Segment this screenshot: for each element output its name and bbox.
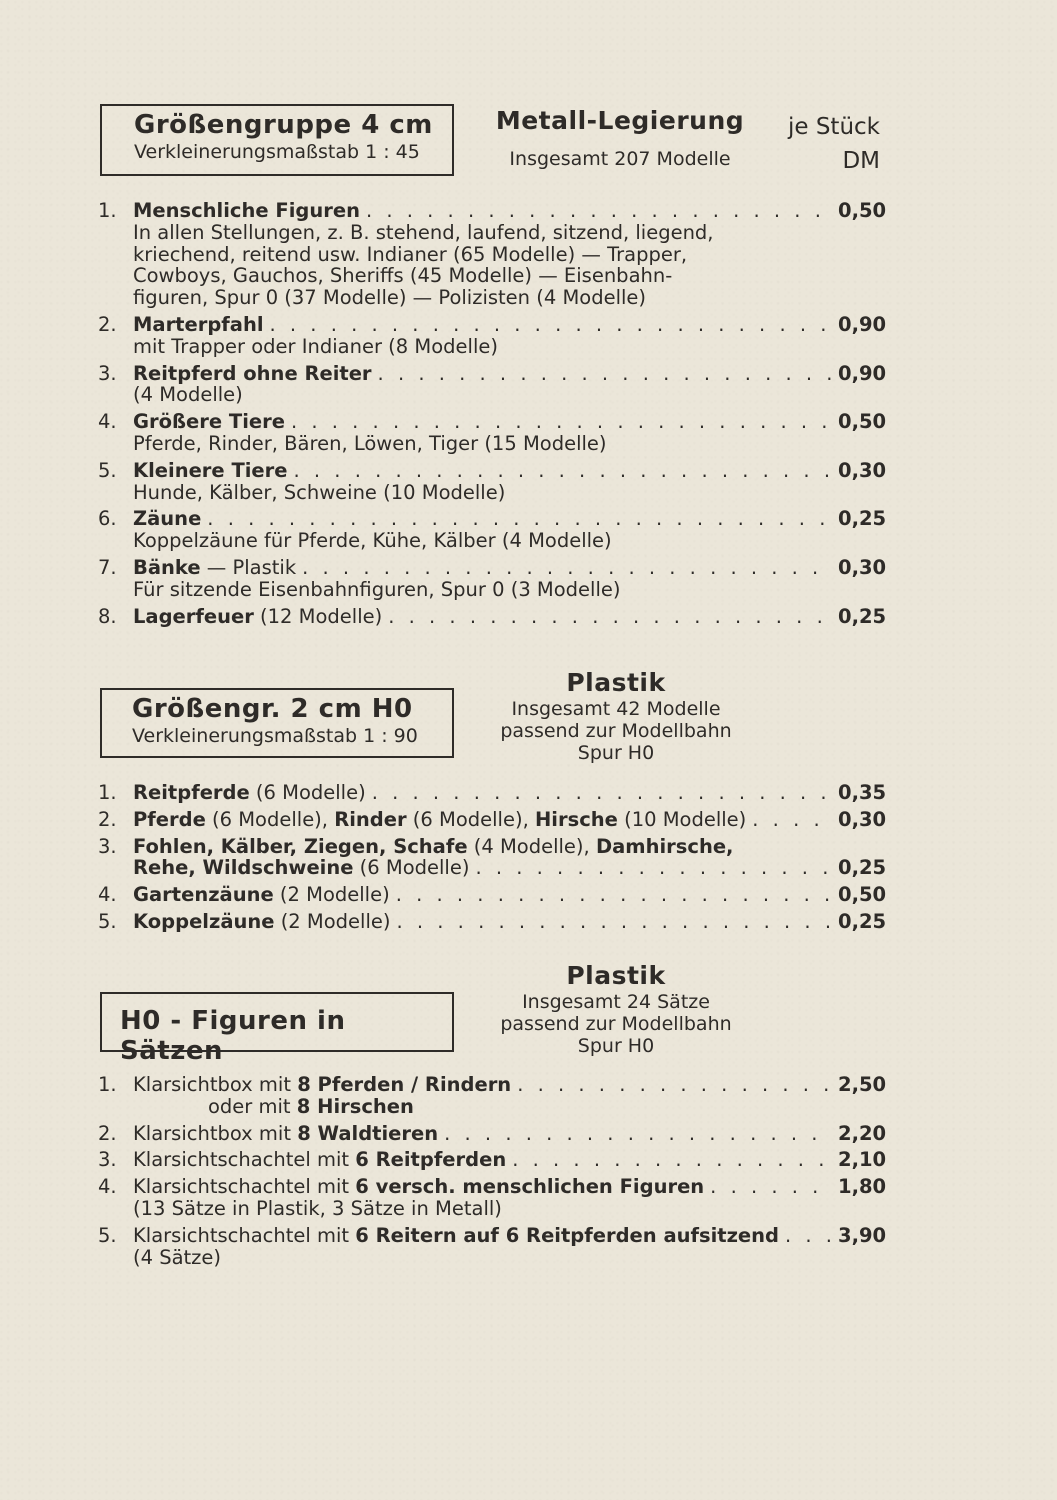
list-item xyxy=(98,361,887,407)
bold-text: 8 Hirschen xyxy=(296,1094,414,1118)
item-line xyxy=(98,410,887,434)
item-description: Hunde, Kälber, Schweine (10 Modelle) xyxy=(133,480,506,504)
leader-dots xyxy=(785,1225,832,1247)
bold-text: Hirsche xyxy=(534,807,618,831)
list-item xyxy=(98,1073,887,1118)
section2-gauge: Spur H0 xyxy=(577,742,655,764)
item-description: figuren, Spur 0 (37 Modelle) — Polizisten (4 Modelle) xyxy=(133,286,647,310)
bold-text: Rinder xyxy=(334,807,407,831)
item-number: 4. xyxy=(98,1175,117,1199)
item-line xyxy=(98,1073,887,1096)
item-line xyxy=(98,807,887,831)
item-title xyxy=(133,200,360,222)
list-item xyxy=(98,909,887,933)
section1-title: Größengruppe 4 cm xyxy=(134,110,433,140)
text: (4 Modelle), xyxy=(467,834,596,858)
leader-dots xyxy=(388,606,832,628)
item-title xyxy=(133,884,390,906)
leader-dots xyxy=(207,508,832,530)
item-price: 0,50 xyxy=(838,410,887,434)
item-number: 6. xyxy=(98,507,117,531)
list-item xyxy=(98,781,887,804)
list-item xyxy=(98,604,887,628)
item-price: 2,50 xyxy=(838,1073,887,1096)
item-price: 0,25 xyxy=(838,909,887,933)
item-price: 0,90 xyxy=(838,361,887,385)
item-price: 0,25 xyxy=(838,604,887,628)
leader-dots xyxy=(752,809,832,831)
list-item xyxy=(98,1175,887,1220)
item-number: 3. xyxy=(98,361,117,385)
section2-header-box xyxy=(100,688,454,758)
item-line xyxy=(98,1121,887,1145)
list-item xyxy=(98,458,887,504)
section1-material-block xyxy=(490,106,750,170)
list-item xyxy=(98,410,887,455)
list-item xyxy=(98,1121,887,1145)
bold-text: Rehe, Wildschweine xyxy=(133,856,354,880)
item-title xyxy=(133,809,746,831)
leader-dots xyxy=(396,911,832,933)
item-description: Für sitzende Eisenbahnfiguren, Spur 0 (3 Modelle) xyxy=(133,577,621,601)
unit-label: je Stück xyxy=(787,114,880,140)
text: (6 Modelle) xyxy=(249,781,366,804)
item-description: kriechend, reitend usw. Indianer (65 Modelle) — Trapper, xyxy=(133,242,688,266)
list-item xyxy=(98,555,887,601)
section3-header-box xyxy=(100,992,454,1066)
item-number: 4. xyxy=(98,883,117,907)
text: oder mit xyxy=(208,1094,297,1118)
item-description: (13 Sätze in Plastik, 3 Sätze in Metall) xyxy=(133,1196,502,1220)
item-description: Cowboys, Gauchos, Sheriffs (45 Modelle) — Eisenbahn- xyxy=(133,264,673,288)
item-number: 3. xyxy=(98,1148,117,1172)
item-title xyxy=(133,363,372,385)
section1-total: Insgesamt 207 Modelle xyxy=(509,148,731,170)
section3-total: Insgesamt 24 Sätze xyxy=(522,991,710,1013)
text: (2 Modelle) xyxy=(274,909,391,933)
item-name: Zäune xyxy=(133,507,202,531)
section1-material: Metall-Legierung xyxy=(495,106,745,135)
list-item xyxy=(98,1223,887,1269)
bold-text: Pferde xyxy=(133,807,206,831)
section3-material: Plastik xyxy=(566,961,666,990)
bold-text: 8 Pferden / Rindern xyxy=(297,1073,512,1096)
item-number: 1. xyxy=(98,1073,117,1096)
bold-text: 8 Waldtieren xyxy=(297,1121,439,1145)
bold-text: Fohlen, Kälber, Ziegen, Schafe xyxy=(133,834,468,858)
item-title xyxy=(133,557,296,579)
leader-dots xyxy=(291,411,832,433)
item-title xyxy=(133,782,366,804)
item-title xyxy=(133,1149,506,1171)
text: Klarsichtschachtel mit xyxy=(133,1223,356,1247)
section1-scale: Verkleinerungsmaßstab 1 : 45 xyxy=(134,141,420,163)
item-title xyxy=(133,1176,704,1198)
item-name: Menschliche Figuren xyxy=(133,199,360,222)
item-line xyxy=(98,856,887,880)
item-title xyxy=(133,1123,438,1145)
bold-text: 6 versch. menschlichen Figuren xyxy=(355,1175,705,1199)
item-description: (4 Sätze) xyxy=(133,1245,222,1269)
text: (2 Modelle) xyxy=(273,883,390,907)
item-line xyxy=(98,312,887,336)
text: Klarsichtschachtel mit xyxy=(133,1148,356,1172)
leader-dots xyxy=(294,460,833,482)
text: (6 Modelle), xyxy=(205,807,335,831)
text: (6 Modelle) xyxy=(353,856,470,880)
section3-compat: passend zur Modellbahn xyxy=(500,1013,732,1035)
item-price: 0,25 xyxy=(838,856,887,880)
item-price: 0,50 xyxy=(838,199,887,222)
section3-material-block xyxy=(480,961,752,1057)
item-price: 0,30 xyxy=(838,458,887,482)
item-price: 0,25 xyxy=(838,507,887,531)
leader-dots xyxy=(512,1149,832,1171)
item-title xyxy=(133,314,264,336)
item-title xyxy=(133,508,201,530)
section3-title: H0 - Figuren in Sätzen xyxy=(120,1006,346,1066)
section2-material: Plastik xyxy=(566,668,666,697)
text: Klarsichtbox mit xyxy=(133,1073,298,1096)
list-item xyxy=(98,834,887,880)
item-line xyxy=(98,604,887,628)
section2-total: Insgesamt 42 Modelle xyxy=(511,698,721,720)
item-price: 0,30 xyxy=(838,555,887,579)
item-number: 5. xyxy=(98,909,117,933)
leader-dots xyxy=(517,1074,832,1096)
leader-dots xyxy=(366,200,832,222)
leader-dots xyxy=(378,363,832,385)
text: Klarsichtbox mit xyxy=(133,1121,298,1145)
section2-item-list xyxy=(98,781,887,938)
item-line xyxy=(98,507,887,531)
section1-header-box xyxy=(100,104,454,176)
section2-scale: Verkleinerungsmaßstab 1 : 90 xyxy=(132,725,418,747)
item-name: Kleinere Tiere xyxy=(133,458,288,482)
item-price: 2,20 xyxy=(838,1121,887,1145)
section2-title: Größengr. 2 cm H0 xyxy=(132,694,413,724)
item-line xyxy=(98,1148,887,1172)
item-title xyxy=(133,411,285,433)
item-description: (4 Modelle) xyxy=(133,383,243,407)
item-name: Bänke xyxy=(133,555,201,579)
item-price: 0,90 xyxy=(838,312,887,336)
item-description: In allen Stellungen, z. B. stehend, laufend, sitzend, liegend, xyxy=(133,220,714,244)
leader-dots xyxy=(710,1176,832,1198)
item-number: 2. xyxy=(98,312,117,336)
item-line xyxy=(98,199,887,222)
item-title xyxy=(133,460,288,482)
currency-label: DM xyxy=(842,148,880,174)
item-description: Koppelzäune für Pferde, Kühe, Kälber (4 Modelle) xyxy=(133,529,612,553)
item-description: Pferde, Rinder, Bären, Löwen, Tiger (15 Modelle) xyxy=(133,431,607,455)
list-item xyxy=(98,807,887,831)
item-description: mit Trapper oder Indianer (8 Modelle) xyxy=(133,334,498,358)
item-title xyxy=(133,1225,779,1247)
section3-item-list xyxy=(98,1073,887,1273)
item-line xyxy=(98,883,887,907)
item-price: 2,10 xyxy=(838,1148,887,1172)
item-line xyxy=(98,1175,887,1199)
item-line-pre xyxy=(98,836,880,858)
item-price: 0,35 xyxy=(838,781,887,804)
item-name-extra: — Plastik xyxy=(206,555,297,579)
item-number: 4. xyxy=(98,410,117,434)
item-number: 2. xyxy=(98,1121,117,1145)
item-number: 5. xyxy=(98,1223,117,1247)
bold-text: 6 Reitern auf 6 Reitpferden aufsitzend xyxy=(355,1223,779,1247)
item-line xyxy=(98,909,887,933)
item-line xyxy=(98,1223,887,1247)
section3-gauge: Spur H0 xyxy=(577,1035,655,1057)
item-name: Lagerfeuer xyxy=(133,604,254,628)
section1-item-list xyxy=(98,199,887,632)
text: Klarsichtschachtel mit xyxy=(133,1175,356,1199)
item-name: Marterpfahl xyxy=(133,312,264,336)
item-number: 1. xyxy=(98,199,117,222)
leader-dots xyxy=(302,557,832,579)
list-item xyxy=(98,312,887,358)
list-item xyxy=(98,507,887,553)
item-line xyxy=(98,781,887,804)
leader-dots xyxy=(475,857,832,879)
item-name: Größere Tiere xyxy=(133,410,285,434)
item-line xyxy=(98,458,887,482)
list-item xyxy=(98,883,887,907)
list-item xyxy=(98,1148,887,1172)
item-number: 2. xyxy=(98,807,117,831)
section2-material-block xyxy=(480,668,752,764)
bold-text: Gartenzäune xyxy=(133,883,274,907)
item-number: 3. xyxy=(98,834,117,858)
bold-text: 6 Reitpferden xyxy=(355,1148,507,1172)
item-name: Reitpferd ohne Reiter xyxy=(133,361,372,385)
item-price: 0,30 xyxy=(838,807,887,831)
item-number: 1. xyxy=(98,781,117,804)
item-title xyxy=(133,857,469,879)
item-number: 8. xyxy=(98,604,117,628)
unit-header xyxy=(770,112,880,176)
item-number: 7. xyxy=(98,555,117,579)
item-line xyxy=(98,555,887,579)
item-price: 0,50 xyxy=(838,883,887,907)
bold-text: Reitpferde xyxy=(133,781,250,804)
leader-dots xyxy=(396,884,832,906)
list-item xyxy=(98,199,887,310)
bold-text: Damhirsche, xyxy=(595,834,734,858)
item-price: 3,90 xyxy=(838,1223,887,1247)
bold-text: Koppelzäune xyxy=(133,909,275,933)
item-number: 5. xyxy=(98,458,117,482)
item-title xyxy=(133,911,390,933)
section2-compat: passend zur Modellbahn xyxy=(500,720,732,742)
item-title xyxy=(133,606,382,628)
text: (10 Modelle) xyxy=(617,807,747,831)
item-title xyxy=(133,1074,511,1096)
leader-dots xyxy=(270,314,832,336)
item-line xyxy=(98,361,887,385)
item-subline xyxy=(98,1096,880,1118)
item-name-extra: (12 Modelle) xyxy=(260,604,383,628)
text: (6 Modelle), xyxy=(406,807,535,831)
leader-dots xyxy=(372,782,832,804)
item-price: 1,80 xyxy=(838,1175,887,1199)
leader-dots xyxy=(444,1123,832,1145)
